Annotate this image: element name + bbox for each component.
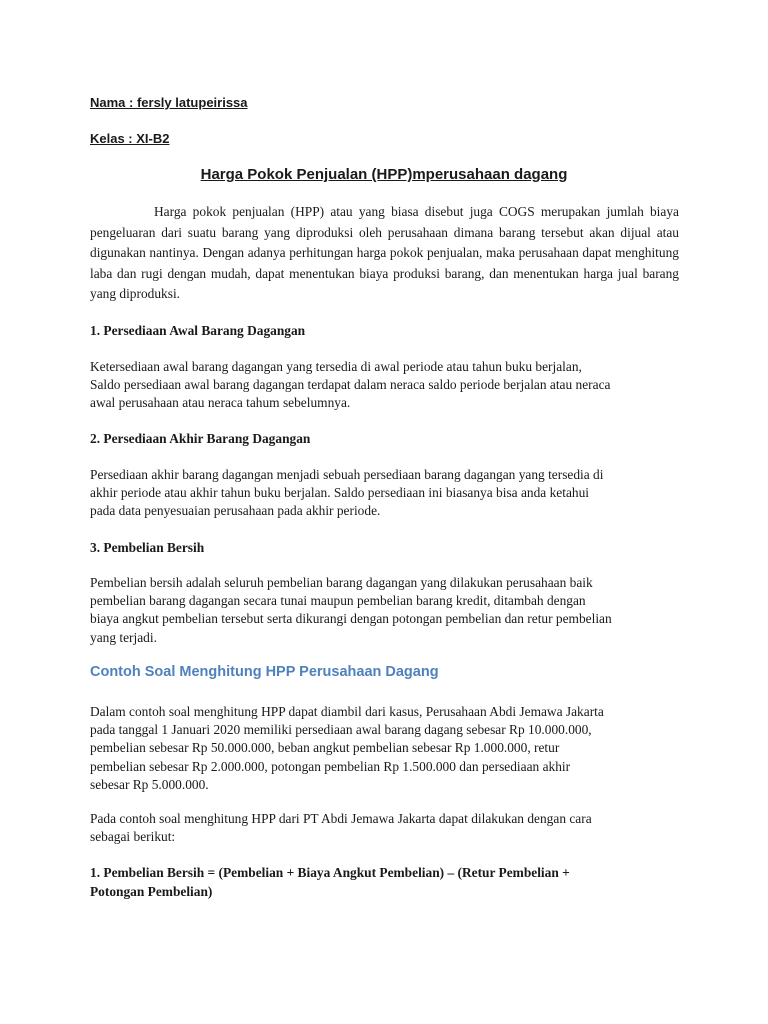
example-method-line: Pada contoh soal menghitung HPP dari PT Abdi Jemawa Jakarta dapat dilakukan dengan cara <box>90 811 592 826</box>
section-3-line: pembelian barang dagangan secara tunai maupun pembelian barang kredit, ditambah dengan <box>90 593 586 609</box>
page-title: Harga Pokok Penjualan (HPP)mperusahaan dagang <box>200 166 568 183</box>
example-case-line: pembelian sebesar Rp 2.000.000, potongan pembelian Rp 1.500.000 dan persediaan akhir <box>90 758 571 774</box>
example-case-line: sebesar Rp 5.000.000. <box>90 776 209 792</box>
example-case-line: pada tanggal 1 Januari 2020 memiliki persediaan awal barang dagang sebesar Rp 10.000.000, <box>90 722 592 738</box>
formula-pembelian-bersih <box>90 864 650 901</box>
student-name: Nama : fersly latupeirissa <box>90 95 248 110</box>
formula-line: Potongan Pembelian) <box>90 883 213 899</box>
section-3-line: yang terjadi. <box>90 629 157 645</box>
section-1-line: Saldo persediaan awal barang dagangan terdapat dalam neraca saldo periode berjalan atau neraca <box>90 377 611 393</box>
section-1-line: awal perusahaan atau neraca tahum sebelumnya. <box>90 395 351 411</box>
example-case-line: Dalam contoh soal menghitung HPP dapat diambil dari kasus, Perusahaan Abdi Jemawa Jakarta <box>90 704 604 719</box>
example-case-paragraph <box>90 703 679 794</box>
example-method-paragraph <box>90 810 679 846</box>
formula-line: 1. Pembelian Bersih = (Pembelian + Biaya Angkut Pembelian) – (Retur Pembelian + <box>90 865 570 880</box>
section-1-line: Ketersediaan awal barang dagangan yang tersedia di awal periode atau tahun buku berjalan, <box>90 359 582 374</box>
section-heading-1: 1. Persediaan Awal Barang Dagangan <box>90 323 306 338</box>
example-method-line: sebagai berikut: <box>90 829 176 845</box>
section-3-line: biaya angkut pembelian tersebut serta dikurangi dengan potongan pembelian dan retur pembelian <box>90 611 612 627</box>
section-heading-2: 2. Persediaan Akhir Barang Dagangan <box>90 431 311 446</box>
section-2-line: akhir periode atau akhir tahun buku berjalan. Saldo persediaan ini biasanya bisa anda ketahui <box>90 485 589 501</box>
section-body-1 <box>90 358 679 413</box>
example-heading: Contoh Soal Menghitung HPP Perusahaan Dagang <box>90 664 439 680</box>
section-2-line: pada data penyesuaian perusahaan pada akhir periode. <box>90 503 381 519</box>
section-2-line: Persediaan akhir barang dagangan menjadi sebuah persediaan barang dagangan yang tersedia di <box>90 467 604 482</box>
section-body-2 <box>90 466 679 521</box>
example-case-line: pembelian sebesar Rp 50.000.000, beban angkut pembelian sebesar Rp 1.000.000, retur <box>90 740 560 756</box>
section-3-line: Pembelian bersih adalah seluruh pembelian barang dagangan yang dilakukan perusahaan baik <box>90 575 593 590</box>
section-body-3 <box>90 574 679 647</box>
student-class: Kelas : XI-B2 <box>90 131 170 146</box>
intro-paragraph: Harga pokok penjualan (HPP) atau yang biasa disebut juga COGS merupakan jumlah biaya pengeluaran dari suatu barang yang diproduksi oleh perusahaan dimana barang tersebut akan dijual atau digunakan nantinya. Dengan adanya perhitungan harga pokok penjualan, maka perusahaan dapat menghitung laba dan rugi dengan mudah, dapat menentukan biaya produksi barang, dan menentukan harga jual barang yang diproduksi. <box>90 204 679 301</box>
section-heading-3: 3. Pembelian Bersih <box>90 540 205 555</box>
